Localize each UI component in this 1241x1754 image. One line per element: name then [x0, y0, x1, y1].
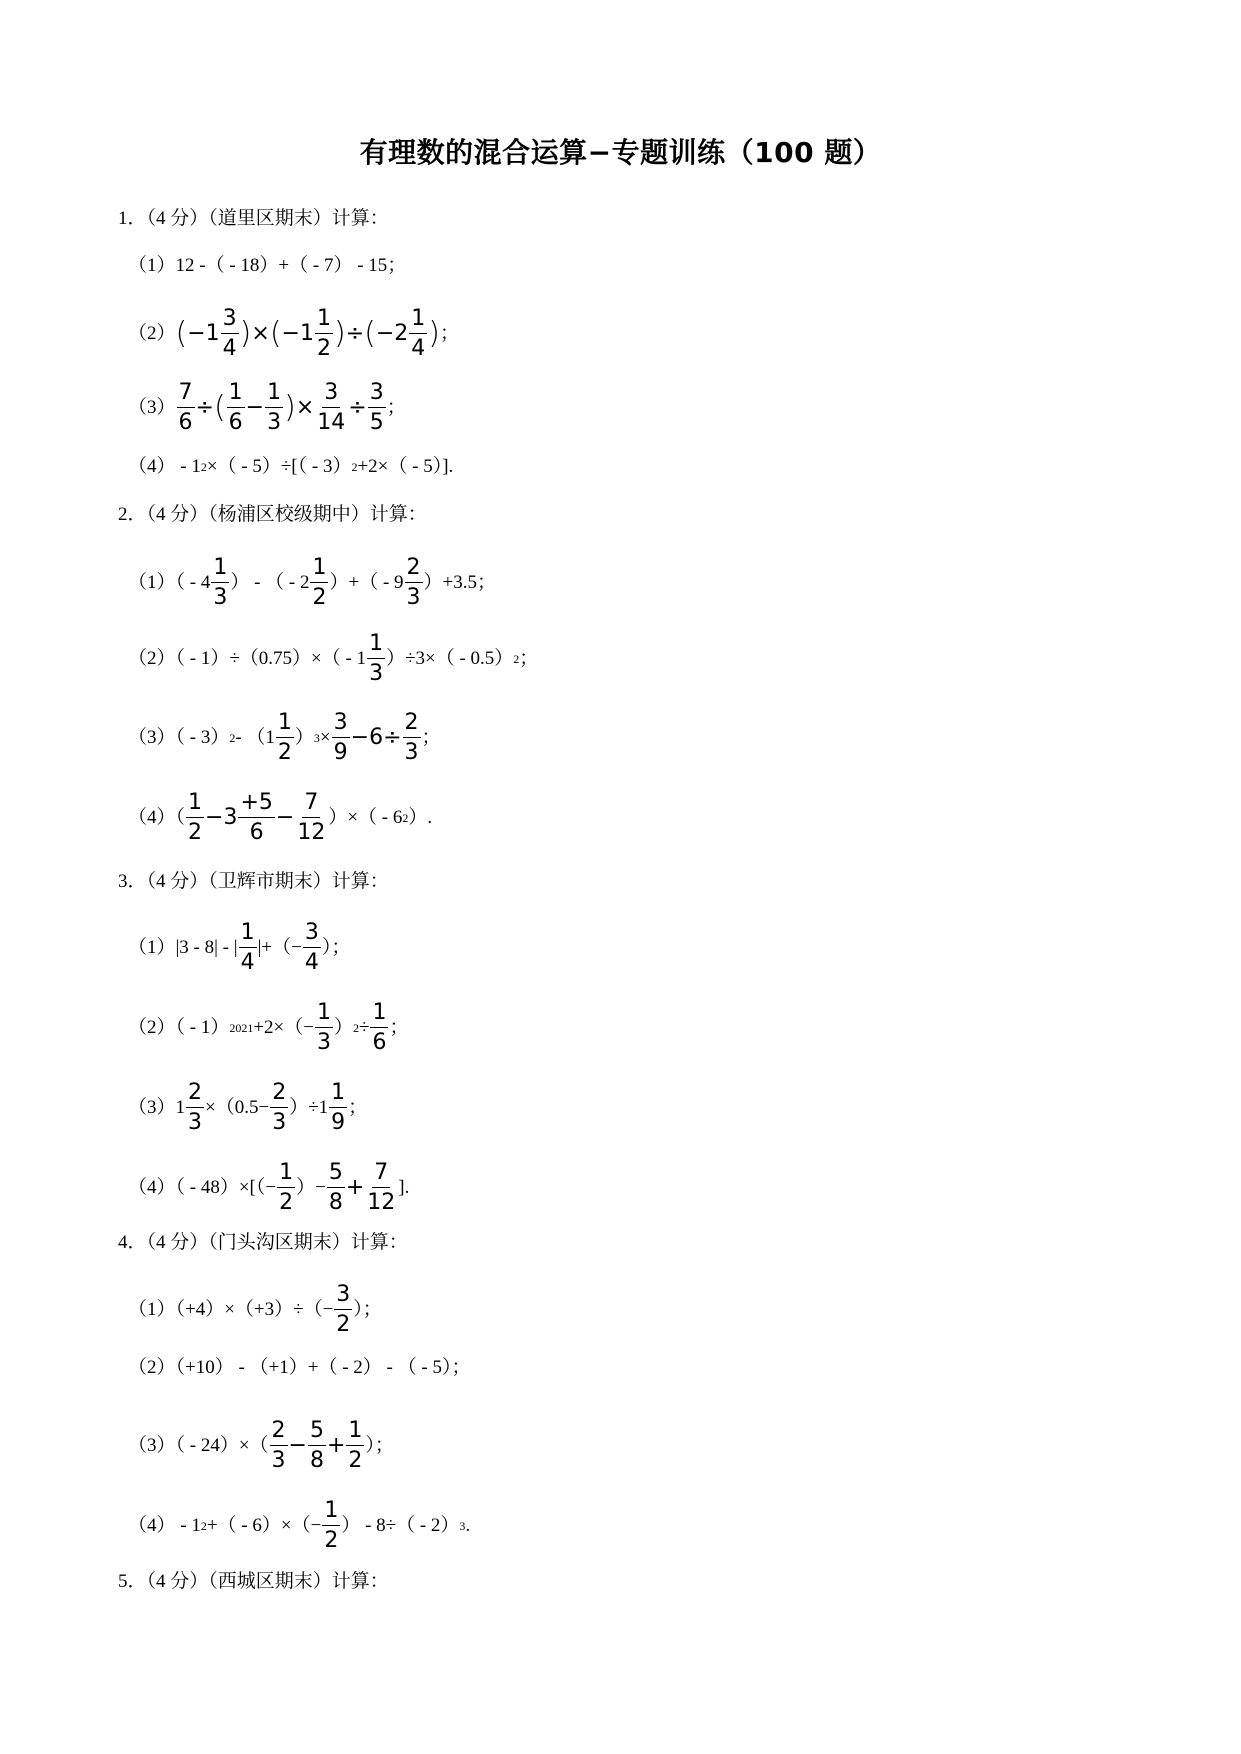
denominator: 8: [309, 1448, 324, 1473]
denominator: 3: [406, 585, 421, 610]
fraction: [329, 1080, 347, 1135]
expr-text: |+（−: [257, 936, 302, 958]
numerator: 7: [177, 380, 195, 408]
numerator: 1: [322, 1498, 340, 1526]
numerator: 1: [211, 555, 229, 583]
part-label: （2）: [128, 322, 176, 344]
fraction: [227, 380, 245, 435]
q4-part-3: [128, 1418, 394, 1473]
denominator: 6: [178, 410, 193, 435]
expr-text: ）；: [365, 1434, 394, 1456]
q3-part-1: [128, 920, 350, 975]
expr-text: （4）（: [128, 806, 186, 828]
numerator: 3: [334, 1282, 352, 1310]
operator: ÷: [348, 394, 367, 420]
operator: ÷: [345, 320, 365, 346]
punctuation: .: [465, 1514, 471, 1536]
denominator: 4: [411, 336, 426, 361]
expr-text: ）: [333, 1016, 353, 1038]
denominator: 8: [328, 1190, 343, 1215]
fraction: [322, 1498, 340, 1553]
question-2-header: 2．（4 分）（杨浦区校级期中）计算：: [118, 504, 427, 525]
fraction: [405, 555, 423, 610]
fraction: [238, 790, 274, 845]
close-paren: ): [333, 315, 346, 351]
denominator: 2: [324, 1528, 339, 1553]
fraction: [403, 710, 421, 765]
q2-part-1: [128, 555, 496, 610]
expr-text: ）÷3×（ - 0.5）: [386, 647, 514, 669]
q1-part-4: （4） - 1 2 ×（ - 5）÷[（ - 3） 2 +2×（ - 5）].: [128, 456, 454, 477]
operator: ×: [295, 394, 315, 420]
q3-part-4: [128, 1160, 409, 1215]
numerator: 1: [277, 1160, 295, 1188]
fraction: [239, 920, 257, 975]
operator: ÷: [359, 1016, 370, 1038]
numerator: 7: [372, 1160, 390, 1188]
expr-text: ）−: [296, 1176, 326, 1198]
fraction: [332, 710, 350, 765]
expr-text: −3: [205, 804, 238, 830]
expr-text: +2×（ - 5）].: [357, 456, 454, 477]
numerator: 1: [186, 790, 204, 818]
fraction: [346, 1418, 364, 1473]
expr-text: +（ - 6）×（−: [206, 1514, 322, 1536]
fraction: [276, 710, 294, 765]
denominator: 3: [272, 1110, 287, 1135]
question-3-header: 3．（4 分）（卫辉市期末）计算：: [118, 871, 389, 892]
punctuation: ；: [348, 1096, 368, 1118]
fraction: [315, 1000, 333, 1055]
denominator: 14: [317, 410, 346, 435]
denominator: 3: [316, 1030, 331, 1055]
close-paren: ): [239, 315, 252, 351]
mixed-number-int: −2: [375, 320, 409, 346]
operator: +: [345, 1174, 365, 1200]
question-4-header: 4．（4 分）（门头沟区期末）计算：: [118, 1232, 408, 1253]
denominator: 3: [267, 410, 282, 435]
operator: +: [326, 1432, 346, 1458]
open-paren: (: [213, 389, 226, 425]
operator: ÷: [195, 394, 214, 420]
denominator: 2: [312, 585, 327, 610]
numerator: 2: [186, 1080, 204, 1108]
punctuation: ；: [386, 396, 406, 418]
fraction: [409, 306, 427, 361]
expr-text: （4）（ - 48）×[（−: [128, 1176, 277, 1198]
numerator: 1: [409, 306, 427, 334]
numerator: 1: [367, 631, 385, 659]
numerator: 2: [403, 710, 421, 738]
numerator: 1: [239, 920, 257, 948]
numerator: 3: [322, 380, 340, 408]
expr-text: ）÷1: [289, 1096, 329, 1118]
denominator: 4: [304, 950, 319, 975]
operator: ×: [319, 726, 331, 748]
mixed-number-int: −1: [281, 320, 314, 346]
fraction: [221, 306, 239, 361]
punctuation: ；: [421, 726, 441, 748]
expr-text: （4） - 1: [128, 456, 201, 477]
expr-text: ）+3.5；: [423, 571, 496, 593]
fraction: [370, 1000, 388, 1055]
q4-part-4: （4） - 1 2 +（ - 6）×（− $\frac{1}{2}$ ） - 8÷（ - 2） 3 .: [128, 1498, 471, 1553]
denominator: 2: [316, 336, 331, 361]
fraction: [308, 1418, 326, 1473]
fraction: [295, 790, 327, 845]
expr-text: （1）（+4）×（+3）÷（−: [128, 1298, 334, 1320]
expr-text: （3）（ - 3）: [128, 726, 230, 748]
fraction: [177, 380, 195, 435]
expr-text: ）×（ - 6: [328, 806, 403, 828]
expr-text: （3）1: [128, 1096, 186, 1118]
numerator: 1: [310, 555, 328, 583]
punctuation: ；: [519, 647, 539, 669]
numerator: 1: [346, 1418, 364, 1446]
expr-text: ].: [398, 1176, 410, 1198]
fraction: [367, 631, 385, 686]
fraction: [303, 920, 321, 975]
operator: ×: [251, 320, 270, 346]
fraction: [315, 306, 333, 361]
expr-text: （1）|3 - 8| - |: [128, 936, 238, 958]
q3-part-3: [128, 1080, 367, 1135]
expr-text: ） - （ - 2: [230, 571, 310, 593]
punctuation: ；: [389, 1016, 409, 1038]
denominator: 4: [222, 336, 237, 361]
numerator: 3: [332, 710, 350, 738]
fraction: [327, 1160, 345, 1215]
expr-text: ）+（ - 9: [329, 571, 404, 593]
close-paren: ): [428, 315, 441, 351]
fraction: [334, 1282, 352, 1337]
expr-text: ×（0.5−: [205, 1096, 270, 1118]
expr-text: （2）（ - 1）÷（0.75）×（ - 1: [128, 647, 367, 669]
fraction: [186, 790, 204, 845]
q4-part-1: [128, 1282, 382, 1337]
numerator: 1: [276, 710, 294, 738]
denominator: 3: [271, 1448, 286, 1473]
numerator: +5: [238, 790, 274, 818]
expr-text: ×（ - 5）÷[（ - 3）: [206, 456, 352, 477]
numerator: 7: [302, 790, 320, 818]
q3-part-2: （2）（ - 1） 2021 +2×（− $\frac{1}{3}$ ） 2 ÷ $\frac{1}{6}$ ；: [128, 1000, 409, 1055]
expr-text: （1）（ - 4: [128, 571, 211, 593]
question-5-header: 5．（4 分）（西城区期末）计算：: [118, 1571, 389, 1592]
denominator: 4: [240, 950, 255, 975]
denominator: 12: [297, 820, 326, 845]
denominator: 2: [188, 820, 203, 845]
close-paren: ): [284, 389, 296, 425]
denominator: 3: [404, 740, 419, 765]
numerator: 2: [270, 1418, 288, 1446]
question-1-header: 1．（4 分）（道里区期末）计算：: [118, 208, 389, 229]
expr-text: ）.: [408, 806, 433, 828]
expr-text: - （1: [235, 726, 275, 748]
fraction: [270, 1080, 288, 1135]
open-paren: (: [269, 315, 282, 351]
denominator: 2: [277, 740, 292, 765]
fraction: [315, 380, 347, 435]
operator: −: [288, 1432, 307, 1458]
open-paren: (: [364, 315, 376, 351]
numerator: 2: [270, 1080, 288, 1108]
expr-text: （2）（ - 1）: [128, 1016, 230, 1038]
q2-part-2: （2）（ - 1）÷（0.75）×（ - 1 $\frac{1}{3}$ ）÷3×（ - 0.5） 2 ；: [128, 631, 539, 686]
denominator: 5: [369, 410, 384, 435]
q1-part-3: [128, 380, 406, 435]
fraction: [211, 555, 229, 610]
numerator: 3: [221, 306, 239, 334]
expr-text: ）: [294, 726, 314, 748]
expr-text: ）；: [353, 1298, 382, 1320]
denominator: 3: [213, 585, 228, 610]
fraction: [310, 555, 328, 610]
denominator: 9: [333, 740, 348, 765]
operator: −: [245, 394, 265, 420]
operator: −: [275, 804, 295, 830]
punctuation: ；: [440, 322, 460, 344]
denominator: 3: [369, 661, 384, 686]
denominator: 6: [249, 820, 264, 845]
numerator: 1: [265, 380, 283, 408]
fraction: [270, 1418, 288, 1473]
q2-part-3: （3）（ - 3） 2 - （1 $\frac{1}{2}$ ） 3 × $\frac{3}{9}$ −6÷ $\frac{2}{3}$ ；: [128, 710, 441, 765]
mixed-number-int: −1: [187, 320, 220, 346]
q1-part-1: （1）12 -（ - 18）+（ - 7） - 15；: [128, 255, 407, 276]
denominator: 6: [228, 410, 243, 435]
numerator: 1: [227, 380, 245, 408]
expr-text: （4） - 1: [128, 1514, 201, 1536]
numerator: 1: [315, 1000, 333, 1028]
denominator: 9: [331, 1110, 346, 1135]
denominator: 3: [188, 1110, 203, 1135]
numerator: 5: [327, 1160, 345, 1188]
denominator: 12: [367, 1190, 396, 1215]
denominator: 2: [336, 1312, 351, 1337]
numerator: 5: [308, 1418, 326, 1446]
q4-part-2: （2）（+10） - （+1）+（ - 2） - （ - 5）；: [128, 1357, 471, 1378]
denominator: 2: [279, 1190, 294, 1215]
expr-text: +2×（−: [253, 1016, 314, 1038]
page-title: 有理数的混合运算−专题训练（100 题）: [359, 136, 882, 169]
expr-text: （3）（ - 24）×（: [128, 1434, 269, 1456]
numerator: 1: [370, 1000, 388, 1028]
fraction: [368, 380, 386, 435]
expr-text: −6÷: [350, 724, 402, 750]
part-label: （3）: [128, 396, 176, 418]
q1-part-2: [128, 306, 459, 361]
denominator: 6: [372, 1030, 387, 1055]
open-paren: (: [175, 315, 188, 351]
denominator: 2: [348, 1448, 363, 1473]
fraction: [186, 1080, 204, 1135]
numerator: 3: [303, 920, 321, 948]
q2-part-4: （4）（ $\frac{1}{2}$ −3 $\frac{+5}{6}$ − $\frac{7}{12}$ ）×（ - 6 2 ）.: [128, 790, 433, 845]
numerator: 1: [329, 1080, 347, 1108]
numerator: 2: [405, 555, 423, 583]
fraction: [365, 1160, 397, 1215]
expr-text: ）；: [321, 936, 351, 958]
numerator: 1: [315, 306, 333, 334]
fraction: [277, 1160, 295, 1215]
expr-text: ） - 8÷（ - 2）: [341, 1514, 460, 1536]
fraction: [265, 380, 283, 435]
numerator: 3: [368, 380, 386, 408]
